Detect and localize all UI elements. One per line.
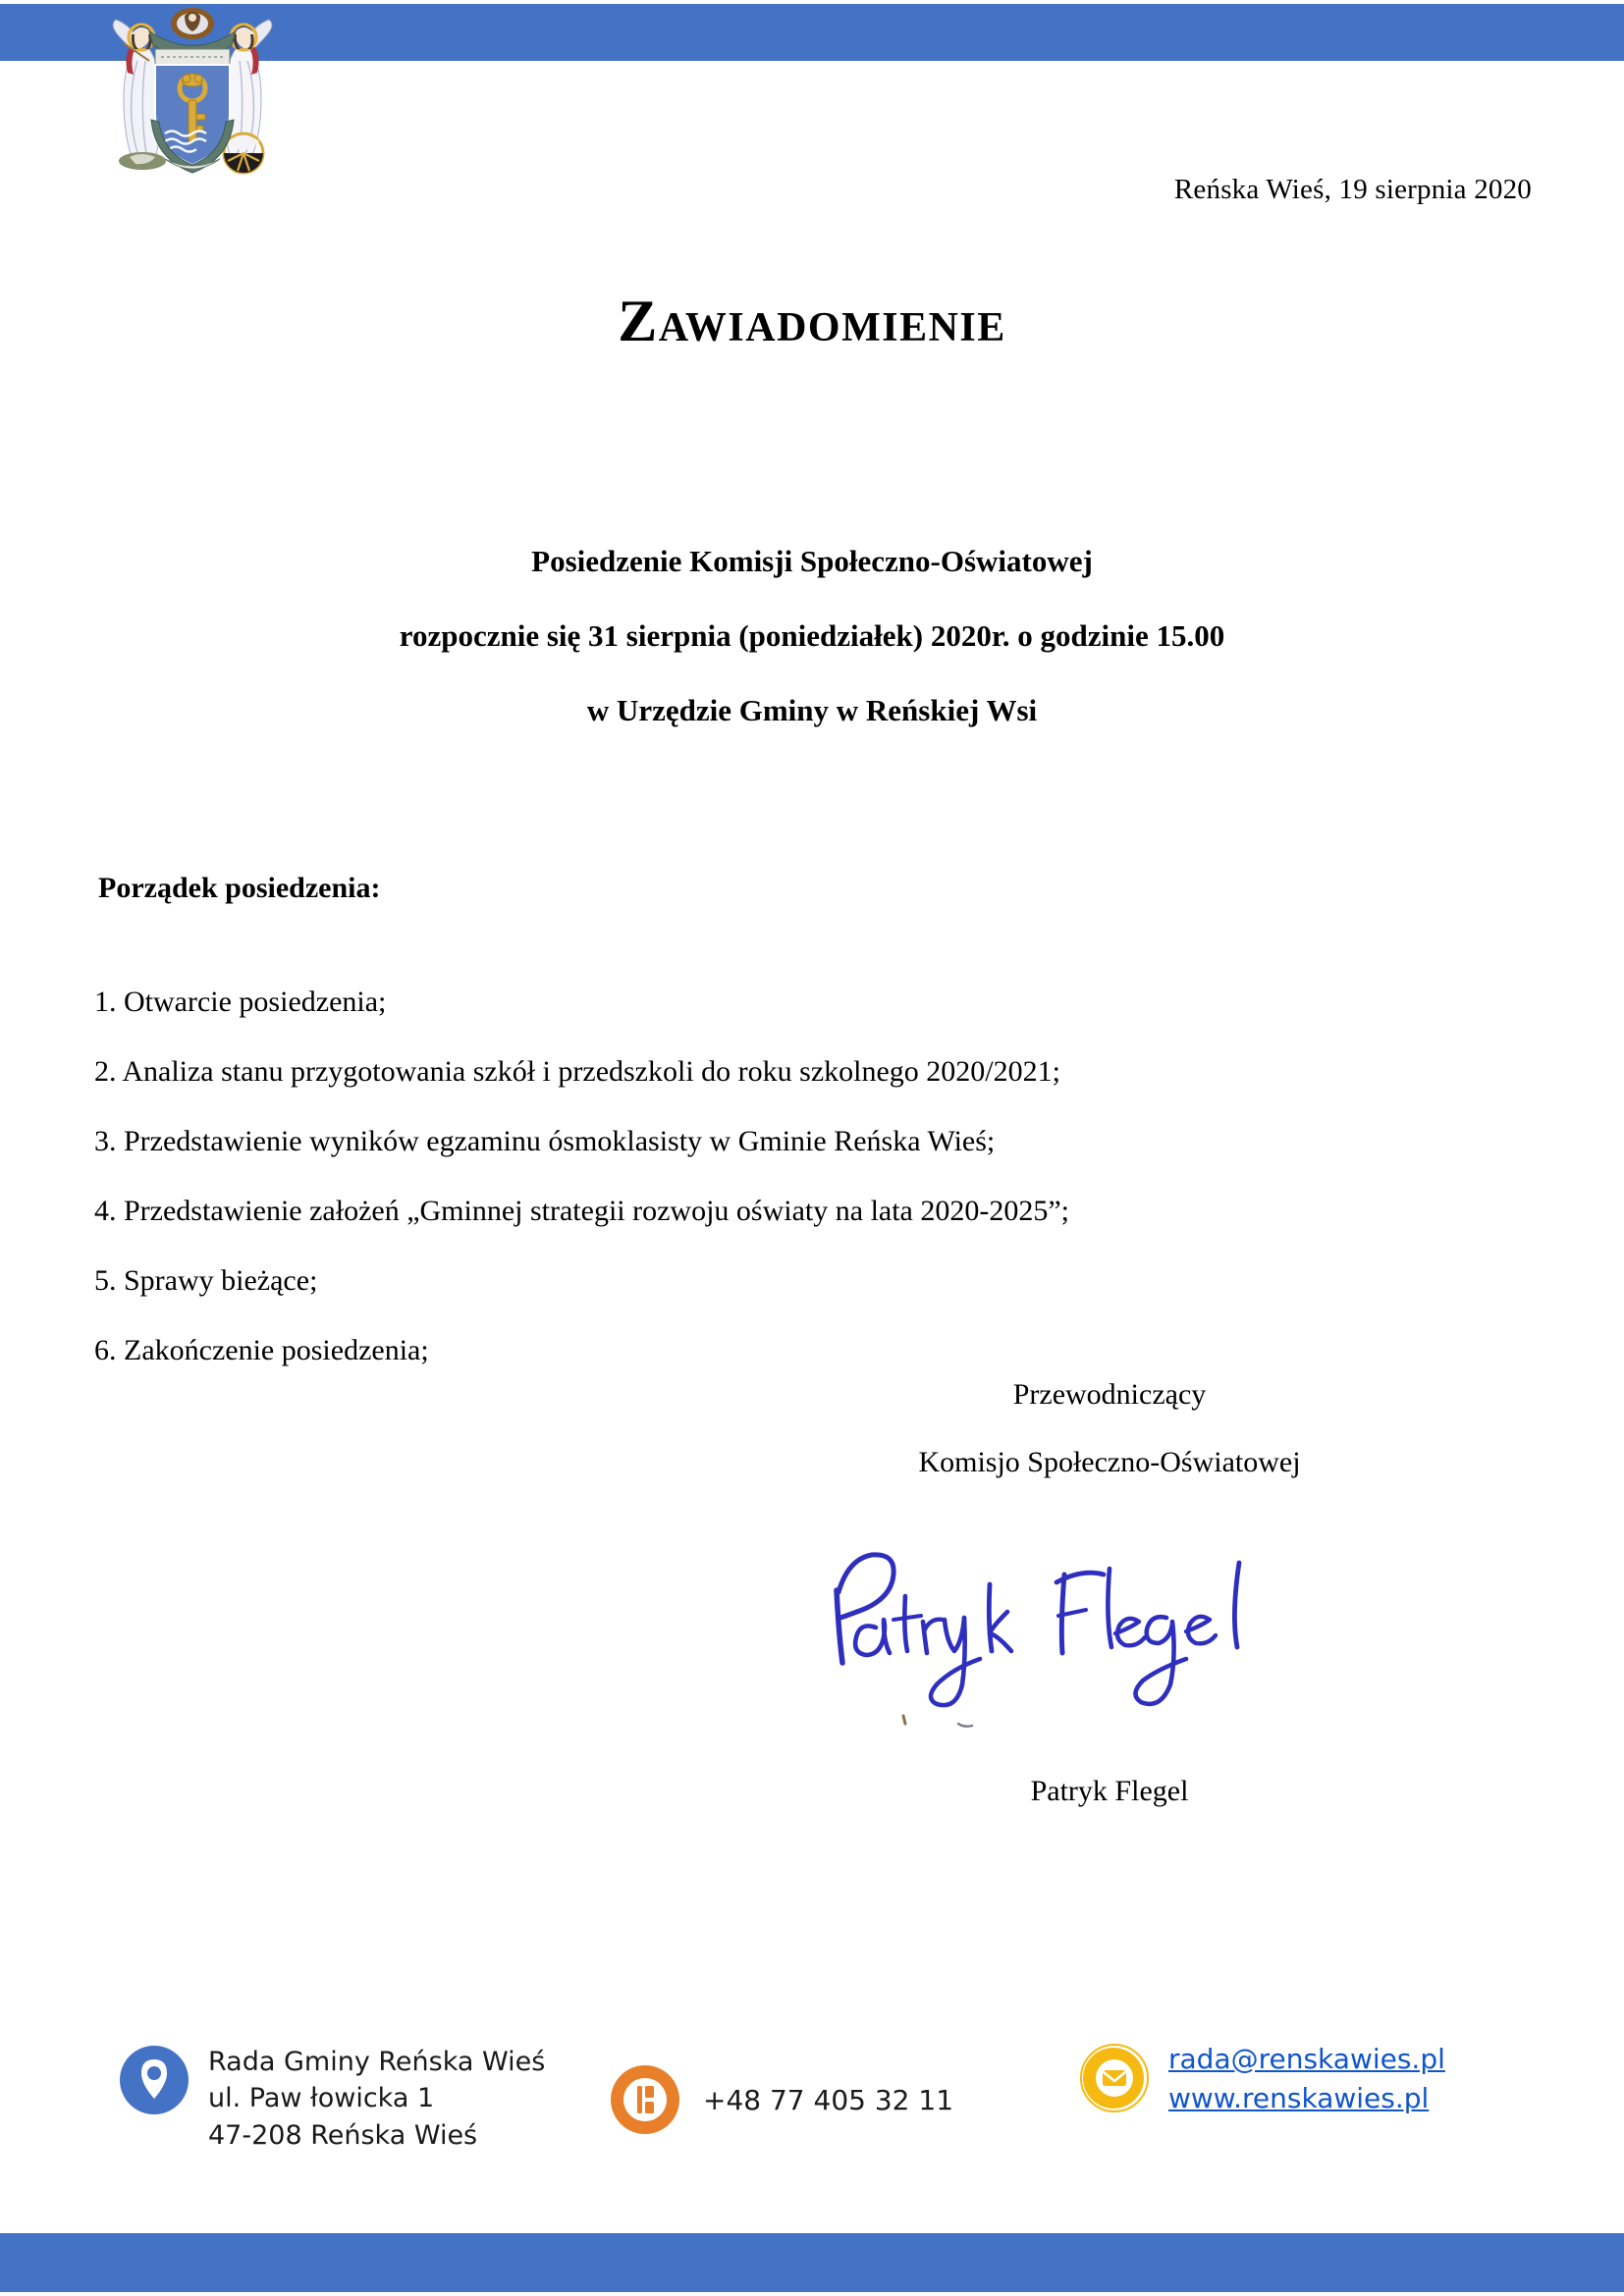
signer-role-line-2: Komisjo Społeczno-Oświatowej — [918, 1446, 1301, 1478]
signer-role-line-1: Przewodniczący — [1012, 1378, 1207, 1411]
agenda-item: 6. Zakończenie posiedzenia; — [94, 1334, 429, 1366]
bottom-banner — [0, 2233, 1624, 2292]
announcement-line-3: w Urzędzie Gminy w Reńskiej Wsi — [586, 693, 1038, 727]
signer-name: Patryk Flegel — [1030, 1775, 1189, 1807]
website-link[interactable]: www.renskawies.pl — [1168, 2081, 1430, 2114]
agenda-item: 2. Analiza stanu przygotowania szkół i przedszkoli do roku szkolnego 2020/2021; — [94, 1055, 1060, 1088]
agenda-item: 3. Przedstawienie wyników egzaminu ósmoklasisty w Gminie Reńska Wieś; — [94, 1125, 996, 1157]
phone-icon — [607, 2061, 683, 2138]
handwritten-signature — [815, 1541, 1276, 1737]
footer — [0, 2034, 1624, 2181]
address-line-2: ul. Paw łowicka 1 — [208, 2083, 435, 2114]
footer-address-block — [116, 2042, 545, 2154]
envelope-icon — [1076, 2040, 1153, 2116]
signer-role — [609, 1378, 1610, 1478]
footer-phone-block — [607, 2061, 953, 2138]
agenda-item: 5. Sprawy bieżące; — [94, 1264, 318, 1297]
coat-of-arms-icon — [94, 4, 291, 179]
address-line-3: 47-208 Reńska Wieś — [208, 2119, 478, 2151]
contact-links — [1168, 2040, 1445, 2118]
meeting-announcement — [0, 546, 1624, 725]
agenda-item: 4. Przedstawienie założeń „Gminnej strategii rozwoju oświaty na lata 2020-2025”; — [94, 1195, 1070, 1227]
agenda-item: 1. Otwarcie posiedzenia; — [94, 986, 387, 1018]
footer-contact-block — [1076, 2040, 1445, 2118]
agenda-heading: Porządek posiedzenia: — [98, 872, 381, 904]
announcement-line-1: Posiedzenie Komisji Społeczno-Oświatowej — [531, 544, 1093, 578]
agenda-list — [94, 986, 1469, 1404]
date-line: Reńska Wieś, 19 sierpnia 2020 — [1173, 174, 1532, 205]
address-line-1: Rada Gminy Reńska Wieś — [208, 2047, 546, 2077]
page-title: Zawiadomienie — [618, 289, 1006, 353]
address-text — [208, 2042, 545, 2154]
announcement-line-2: rozpocznie się 31 sierpnia (poniedziałek) 2020r. o godzinie 15.00 — [399, 618, 1225, 653]
email-link[interactable]: rada@renskawies.pl — [1168, 2043, 1445, 2075]
phone-number[interactable]: +48 77 405 32 11 — [703, 2083, 954, 2116]
map-pin-icon — [116, 2042, 192, 2118]
